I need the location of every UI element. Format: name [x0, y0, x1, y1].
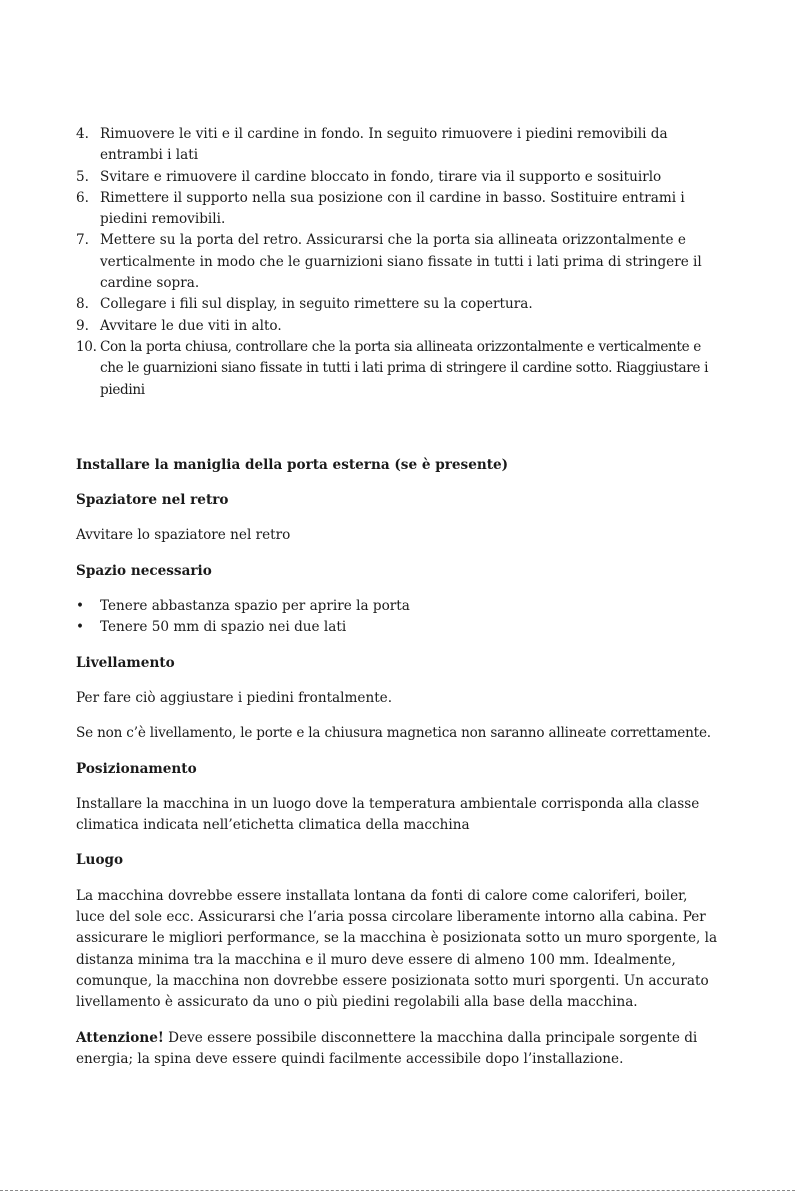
location-text: La macchina dovrebbe essere installata lontana da fonti di calore come caloriferi, boiler, luce del sole ecc. Assicurarsi che l’aria possa circolare liberamente intorno alla cabina. Per assicurare le migliori performance, se la macchina è posizionata sotto un muro sporgente, la distanza minima tra la macchina e il muro deve essere di almeno 100 mm. Idealmente, comunque, la macchina non dovrebbe essere posizionata sotto muri sporgenti. Un accurato livellamento è assicurato da uno o più piedini regolabili alla base della macchina.	[76, 887, 718, 1011]
document-page	[76, 124, 720, 1070]
step-item	[76, 124, 720, 167]
step-text: Collegare i fili sul display, in seguito rimettere su la copertura.	[100, 296, 533, 313]
positioning-heading: Posizionamento	[76, 760, 197, 777]
step-text: Mettere su la porta del retro. Assicurarsi che la porta sia allineata orizzontalmente e verticalmente in modo che le guarnizioni siano fissate in tutti i lati prima di stringere il cardine sopra.	[100, 232, 702, 292]
step-number: 4.	[76, 126, 89, 142]
list-item	[76, 596, 720, 617]
location-heading: Luogo	[76, 852, 124, 869]
step-number: 9.	[76, 317, 89, 334]
step-item	[76, 188, 720, 231]
bullet-text: Tenere abbastanza spazio per aprire la porta	[100, 598, 410, 615]
step-text: Rimettere il supporto nella sua posizione con il cardine in basso. Sostituire entrami i piedini removibili.	[100, 189, 685, 228]
warning-lead: Attenzione!	[76, 1029, 164, 1046]
spacer-heading: Spaziatore nel retro	[76, 492, 229, 509]
step-number: 5.	[76, 168, 89, 185]
space-bullet-list	[76, 596, 720, 639]
leveling-paragraph-1: Per fare ciò aggiustare i piedini frontalmente.	[76, 689, 393, 706]
step-text: Avvitare le due viti in alto.	[100, 317, 282, 334]
positioning-text: Installare la macchina in un luogo dove la temperatura ambientale corrisponda alla classe climatica indicata nell’etichetta climatica della macchina	[76, 795, 700, 834]
bullet-text: Tenere 50 mm di spazio nei due lati	[100, 619, 347, 636]
step-text: Con la porta chiusa, controllare che la porta sia allineata orizzontalmente e verticalmente e che le guarnizioni siano fissate in tutti i lati prima di stringere il cardine sotto. Riaggiustare i piedini	[100, 338, 709, 398]
handle-heading: Installare la maniglia della porta esterna (se è presente)	[76, 456, 509, 473]
step-number: 7.	[76, 232, 89, 249]
space-heading: Spazio necessario	[76, 562, 212, 579]
step-item	[76, 316, 720, 337]
bullet-icon: •	[76, 598, 85, 615]
step-item	[76, 167, 720, 188]
step-item	[76, 337, 720, 401]
leveling-heading: Livellamento	[76, 654, 175, 671]
step-item	[76, 294, 720, 315]
spacer-text: Avvitare lo spaziatore nel retro	[76, 527, 291, 544]
step-number: 10.	[76, 338, 97, 355]
list-item	[76, 617, 720, 638]
steps-list	[76, 124, 720, 401]
leveling-paragraph-2: Se non c’è livellamento, le porte e la chiusura magnetica non saranno allineate correttamente.	[76, 725, 711, 742]
warning-text: Deve essere possibile disconnettere la macchina dalla principale sorgente di energia; la spina deve essere quindi facilmente accessibile dopo l’installazione.	[76, 1029, 698, 1067]
step-number: 8.	[76, 296, 89, 313]
warning-paragraph	[76, 1028, 720, 1071]
step-number: 6.	[76, 189, 89, 206]
step-item	[76, 230, 720, 294]
bullet-icon: •	[76, 619, 85, 636]
step-text: Svitare e rimuovere il cardine bloccato in fondo, tirare via il supporto e sosituirlo	[100, 168, 662, 185]
step-text: Rimuovere le viti e il cardine in fondo. In seguito rimuovere i piedini removibili da entrambi i lati	[100, 126, 668, 164]
